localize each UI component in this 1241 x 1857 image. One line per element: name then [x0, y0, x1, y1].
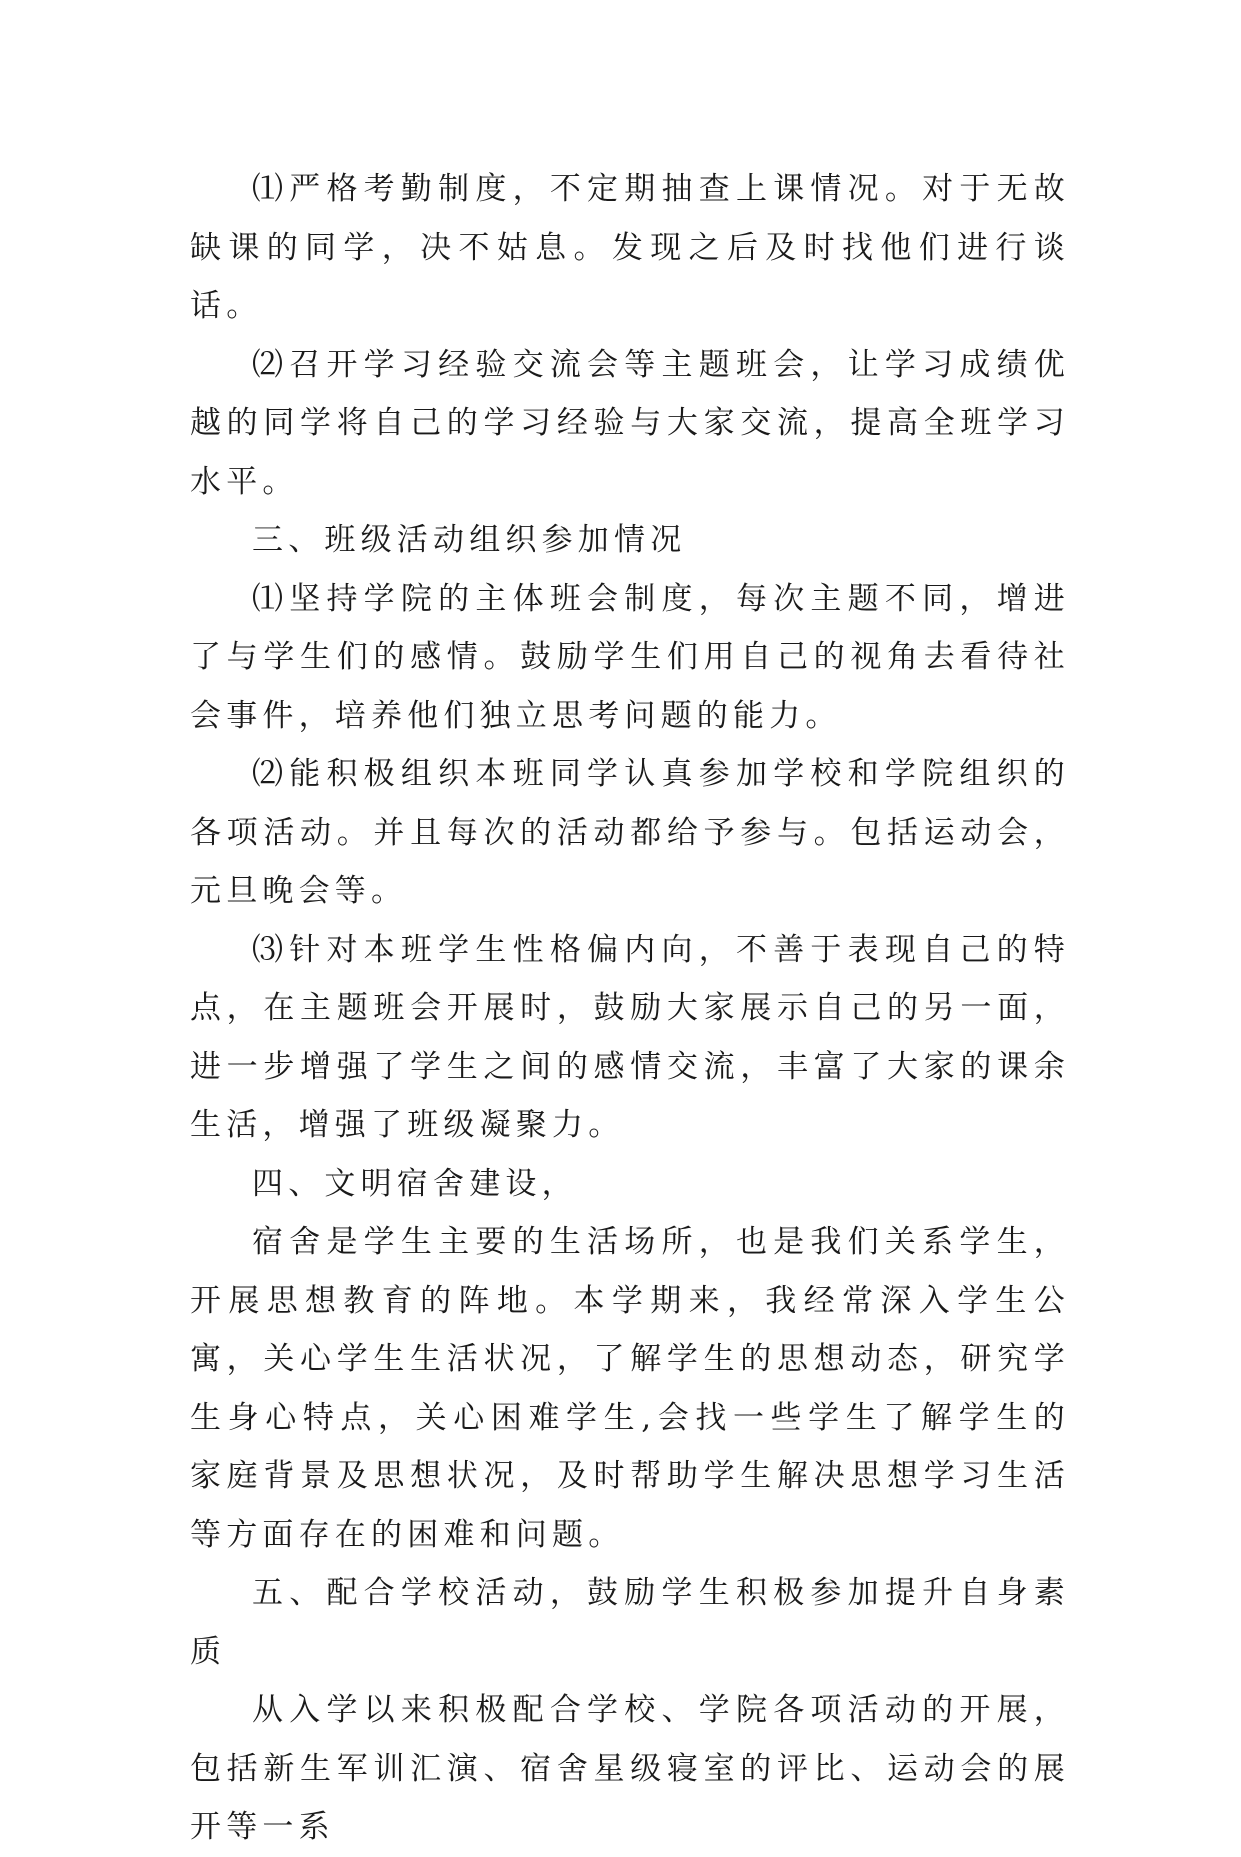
section-heading-cooperation: 五、配合学校活动，鼓励学生积极参加提升自身素质 — [190, 1575, 1070, 1670]
section-heading-class-activities: 三、班级活动组织参加情况 — [252, 522, 687, 558]
paragraph-class-meeting: ⑴坚持学院的主体班会制度，每次主题不同，增进了与学生们的感情。鼓励学生们用自己的视角去看待社会事件，培养他们独立思考问题的能力。 — [190, 580, 1070, 734]
paragraph-dormitory: 宿舍是学生主要的生活场所，也是我们关系学生，开展思想教育的阵地。本学期来，我经常深入学生公寓，关心学生生活状况，了解学生的思想动态，研究学生身心特点，关心困难学生,会找一些学生了解学生的家庭背景及思想状况，及时帮助学生解决思想学习生活等方面存在的困难和问题。 — [190, 1224, 1070, 1553]
paragraph-school-activities: ⑵能积极组织本班同学认真参加学校和学院组织的各项活动。并且每次的活动都给予参与。包括运动会，元旦晚会等。 — [190, 756, 1070, 909]
document-body — [190, 160, 1070, 1857]
paragraph-cooperation: 从入学以来积极配合学校、学院各项活动的开展，包括新生军训汇演、宿舍星级寝室的评比、运动会的展开等一系 — [190, 1692, 1070, 1845]
paragraph-attendance: ⑴严格考勤制度，不定期抽查上课情况。对于无故缺课的同学，决不姑息。发现之后及时找他们进行谈话。 — [190, 171, 1070, 324]
paragraph-personality: ⑶针对本班学生性格偏内向，不善于表现自己的特点，在主题班会开展时，鼓励大家展示自己的另一面，进一步增强了学生之间的感情交流，丰富了大家的课余生活，增强了班级凝聚力。 — [190, 931, 1070, 1143]
section-heading-dormitory: 四、文明宿舍建设， — [252, 1165, 578, 1202]
paragraph-study-exchange: ⑵召开学习经验交流会等主题班会，让学习成绩优越的同学将自己的学习经验与大家交流，提高全班学习水平。 — [190, 346, 1070, 500]
